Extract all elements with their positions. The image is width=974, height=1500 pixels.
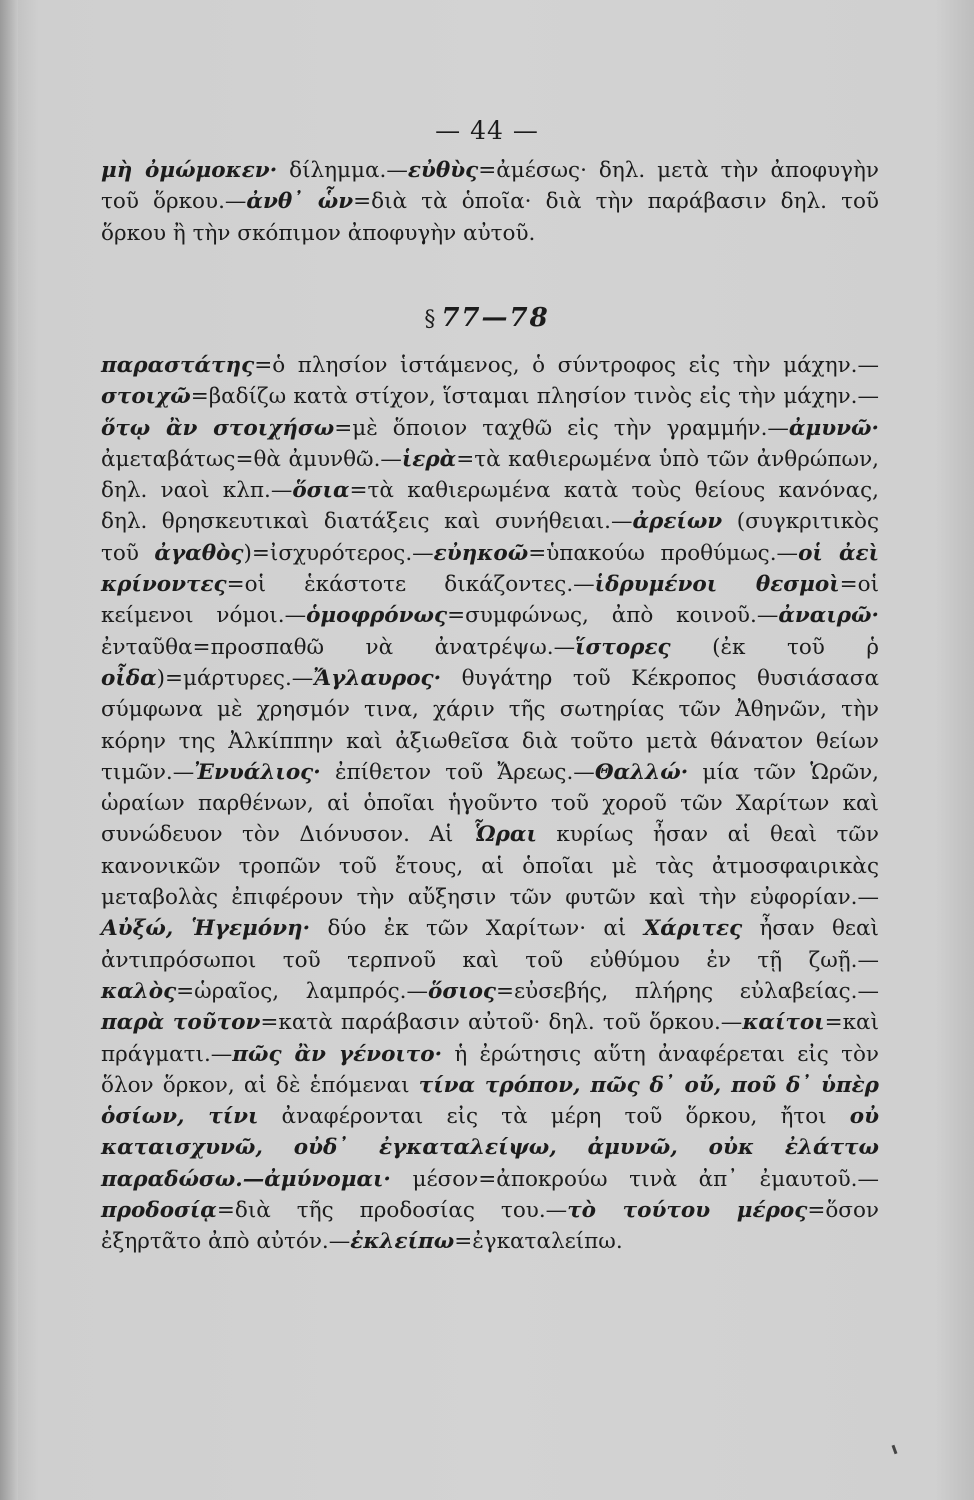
gloss-text: =διὰ τῆς προδοσίας του.—: [216, 1198, 568, 1224]
gloss-text: κυρίως ἦσαν αἱ θεαὶ τῶν κανονικῶν τροπῶν τοῦ ἔτους, αἱ ὁποῖαι μὲ τὰς ἀτμοσφαιρικὰς μεταβολὰς ἐπιφέρουν τὴν αὔξησιν τῶν φυτῶν καὶ τὴν εὐφορίαν.—: [101, 822, 879, 911]
lemma-term: ἐκλείπω: [350, 1229, 455, 1255]
gloss-text: ἀναφέρονται εἰς τὰ μέρη τοῦ ὅρκου, ἤτοι: [258, 1104, 850, 1130]
lemma-term: Χάριτες: [643, 916, 743, 942]
gloss-text: ἀμεταβάτως=θὰ ἀμυνθῶ.—: [101, 446, 402, 472]
gloss-text: ἡ ἐρώτησις αὕτη ἀναφέρεται εἰς τὸν ὅλον ὅρκον, αἱ δὲ ἑπόμεναι: [101, 1041, 879, 1098]
lemma-term: προδοσίᾳ: [101, 1198, 217, 1224]
gloss-text: =καὶ πράγματι.—: [101, 1010, 879, 1067]
lemma-term: παρὰ τοῦτον: [101, 1010, 261, 1036]
gloss-text: δίλημμα.—: [277, 158, 408, 183]
page-number: — 44 —: [435, 116, 539, 145]
section-heading: [0, 303, 974, 333]
gloss-text: (ἐκ τοῦ ῥ: [670, 634, 879, 660]
lemma-term: ἀνθ᾽ ὧν: [246, 189, 354, 215]
lemma-term: ἀγαθὸς: [154, 540, 244, 566]
lemma-term: οὐ καταισχυνῶ, οὐδ᾽ ἐγκαταλείψω, ἀμυνῶ, οὐκ ἐλάττω παραδώσω.—ἀμύνομαι·: [101, 1104, 879, 1192]
gloss-text: ἐπίθετον τοῦ Ἄρεως.—: [320, 759, 595, 785]
gloss-text: =εὐσεβής, πλήρης εὐλαβείας.—: [496, 978, 880, 1004]
gloss-text: =ἐγκαταλείπω.: [454, 1229, 623, 1255]
lemma-term: τίνα τρόπον, πῶς δ᾽ οὔ, ποῦ δ᾽ ὑπὲρ ὁσίων, τίνι: [101, 1072, 879, 1130]
gloss-text: μία τῶν Ὡρῶν, ὡραίων παρθένων, αἱ ὁποῖαι ἡγοῦντο τοῦ χοροῦ τῶν Χαρίτων καὶ συνώδευον τὸν Διόνυσον. Αἱ: [101, 759, 879, 848]
gloss-text: =τὰ καθιερωμένα κατὰ τοὺς θείους κανόνας, δηλ. θρησκευτικαὶ διατάξεις καὶ συνήθειαι.—: [101, 478, 879, 535]
gloss-text: =οἱ κείμενοι νόμοι.—: [101, 572, 879, 629]
lemma-term: οἱ ἀεὶ κρίνοντες: [101, 540, 879, 598]
gloss-text: =ἀμέσως· δηλ. μετὰ τὴν ἀποφυγὴν τοῦ ὅρκου.—: [101, 158, 879, 215]
gloss-text: μέσον=ἀποκρούω τινὰ ἀπ᾽ ἐμαυτοῦ.—: [390, 1166, 879, 1192]
gloss-text: =διὰ τὰ ὁποῖα· διὰ τὴν παράβασιν δηλ. τοῦ ὅρκου ἢ τὴν σκόπιμον ἀποφυγὴν αὐτοῦ.: [101, 189, 879, 246]
gloss-text: )=μάρτυρες.—: [156, 665, 314, 691]
gloss-text: =βαδίζω κατὰ στίχον, ἵσταμαι πλησίον τινὸς εἰς τὴν μάχην.—: [190, 384, 879, 410]
gloss-text: =κατὰ παράβασιν αὐτοῦ· δηλ. τοῦ ὅρκου.—: [260, 1010, 743, 1036]
lemma-term: μὴ ὀμώμοκεν·: [101, 158, 278, 183]
gloss-text: =ὁ πλησίον ἱστάμενος, ὁ σύντροφος εἰς τὴν μάχην.—: [254, 353, 879, 378]
lemma-term: ὅσια: [292, 478, 350, 504]
lemma-term: Ἐνυάλιος·: [194, 759, 321, 785]
gloss-text: δύο ἐκ τῶν Χαρίτων· αἱ: [310, 916, 644, 942]
main-paragraph: [101, 350, 879, 1258]
lemma-term: εὐθὺς: [407, 158, 479, 183]
section-number: 77—78: [441, 303, 550, 333]
page-binding-shadow: [0, 0, 18, 1500]
gloss-text: =τὰ καθιερωμένα ὑπὸ τῶν ἀνθρώπων, δηλ. ναοὶ κλπ.—: [101, 446, 879, 504]
lemma-term: καίτοι: [742, 1010, 825, 1036]
gloss-text: ἐνταῦθα=προσπαθῶ νὰ ἀνατρέψω.—: [101, 634, 576, 660]
lemma-term: ἱδρυμένοι θεσμοὶ: [594, 572, 840, 598]
gloss-text: =ὡραῖος, λαμπρός.—: [176, 978, 428, 1004]
lemma-term: καλὸς: [101, 978, 177, 1004]
gloss-text: =μὲ ὅποιον ταχθῶ εἰς τὴν γραμμήν.—: [334, 415, 789, 441]
top-paragraph: [101, 155, 879, 249]
lemma-term: Ἄγλαυρος·: [313, 665, 442, 691]
lemma-term: ἀμυνῶ·: [788, 415, 879, 441]
lemma-term: τὸ τούτου μέρος: [567, 1198, 808, 1224]
lemma-term: οἶδα: [101, 665, 157, 691]
lemma-term: ἵστορες: [575, 634, 671, 660]
lemma-term: στοιχῶ: [101, 384, 191, 410]
gloss-text: =οἱ ἑκάστοτε δικάζοντες.—: [226, 572, 595, 598]
gloss-text: )=ἰσχυρότερος.—: [243, 540, 434, 566]
gloss-text: θυγάτηρ τοῦ Κέκροπος θυσιάσασα σύμφωνα μὲ χρησμόν τινα, χάριν τῆς σωτηρίας τῶν Ἀθηνῶν, τὴν κόρην της Ἀλκίππην καὶ ἀξιωθεῖσα διὰ τοῦτο μετὰ θάνατον θείων τιμῶν.—: [101, 665, 879, 785]
gloss-text: (συγκριτικὸς τοῦ: [101, 509, 879, 566]
ink-mark: [892, 1445, 898, 1454]
gloss-text: ἦσαν θεαὶ ἀντιπρόσωποι τοῦ τερπνοῦ καὶ τοῦ εὐθύμου ἐν τῇ ζωῇ.—: [101, 916, 879, 973]
lemma-term: ὅτῳ ἂν στοιχήσω: [101, 415, 335, 441]
lemma-term: Αὐξώ, Ἡγεμόνη·: [101, 916, 311, 942]
lemma-term: ἱερὰ: [401, 446, 457, 472]
lemma-term: εὐηκοῶ: [433, 540, 529, 566]
gloss-text: =ὑπακούω προθύμως.—: [528, 540, 799, 566]
gloss-text: =συμφώνως, ἀπὸ κοινοῦ.—: [447, 603, 779, 629]
gloss-text: =ὅσον ἐξηρτᾶτο ἀπὸ αὐτόν.—: [101, 1198, 879, 1255]
lemma-term: Ὧραι: [472, 822, 537, 848]
section-sign: §: [424, 307, 438, 332]
lemma-term: παραστάτης: [101, 353, 255, 378]
lemma-term: Θαλλώ·: [594, 759, 689, 785]
lemma-term: ἀρείων: [632, 509, 723, 535]
lemma-term: ὁμοφρόνως: [306, 603, 448, 629]
lemma-term: ἀναιρῶ·: [778, 603, 879, 629]
lemma-term: πῶς ἂν γένοιτο·: [232, 1041, 443, 1067]
lemma-term: ὅσιος: [428, 978, 497, 1004]
